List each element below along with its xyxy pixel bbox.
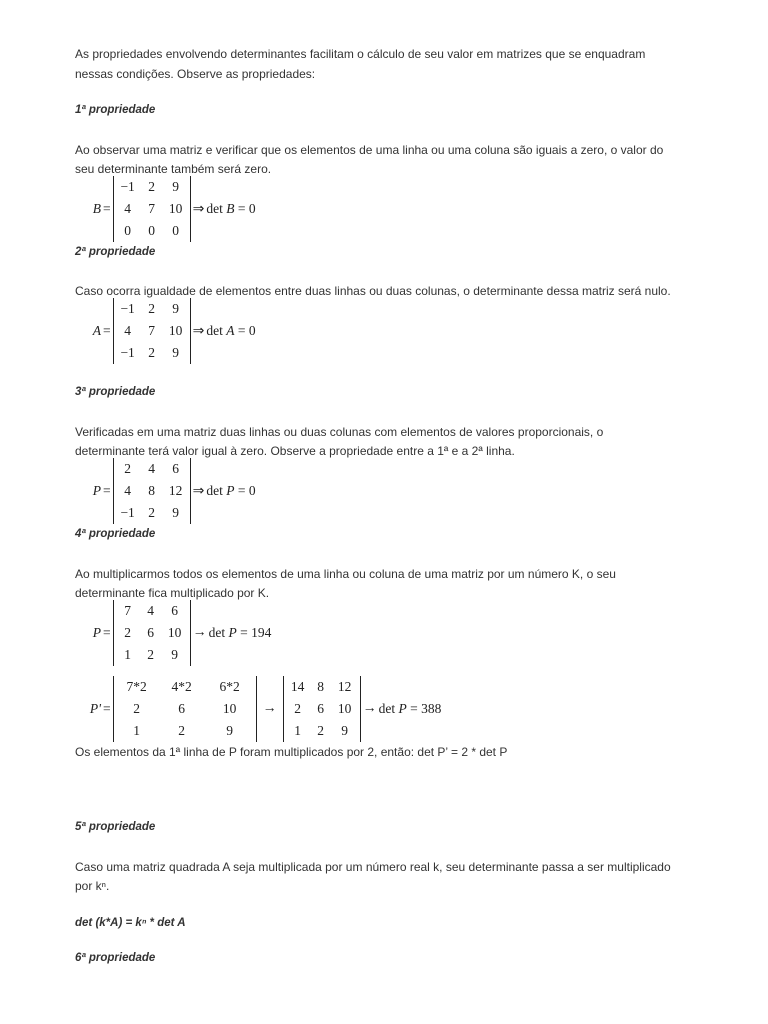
determinant-result: det B = 0 <box>206 201 256 216</box>
matrix-b-equation <box>75 176 256 242</box>
matrix-cell: 4 <box>124 483 131 498</box>
property-3-heading: 3ª propriedade <box>75 386 156 398</box>
matrix-name: B <box>92 201 101 216</box>
matrix-b-grid <box>113 176 191 242</box>
determinant-result: det A = 0 <box>206 323 256 338</box>
property-5-line-1: Caso uma matriz quadrada A seja multiplicada por um número real k, seu determinante passa a ser multiplicado <box>75 860 671 874</box>
matrix-cell: 2 <box>124 461 131 476</box>
matrix-cell: 10 <box>168 323 183 338</box>
equals-sign: = <box>103 323 111 338</box>
matrix-p-prime-grid <box>113 676 257 742</box>
determinant-result: det P = 194 <box>208 625 272 640</box>
determinant-result: det P = 388 <box>378 701 442 716</box>
property-1-line-1: Ao observar uma matriz e verificar que os elementos de uma linha ou uma coluna são iguais a zero, o valor do <box>75 143 664 157</box>
matrix-name: P' <box>89 701 101 716</box>
matrix-cell: 6 <box>317 701 324 716</box>
implies-arrow: ⇒ <box>192 323 205 339</box>
property-6-heading: 6ª propriedade <box>75 952 156 964</box>
determinant-result: det P = 0 <box>206 483 256 498</box>
matrix-cell: 4 <box>148 461 155 476</box>
right-arrow: → <box>262 701 277 716</box>
matrix-cell: 9 <box>172 179 179 194</box>
matrix-cell: 1 <box>133 723 140 738</box>
matrix-cell: −1 <box>120 179 135 194</box>
matrix-cell: −1 <box>120 301 135 316</box>
property-1-line-2: seu determinante também será zero. <box>75 162 272 176</box>
matrix-cell: 9 <box>172 505 179 520</box>
matrix-p-equation <box>75 458 256 524</box>
matrix-cell: −1 <box>120 345 135 360</box>
equals-sign: = <box>103 201 111 216</box>
matrix-cell: 7 <box>124 603 131 618</box>
matrix-cell: 2 <box>148 505 155 520</box>
matrix-a-equation <box>75 298 256 364</box>
matrix-cell: 0 <box>148 223 155 238</box>
matrix-p-194-equation <box>75 600 271 666</box>
matrix-p-194-grid <box>113 600 191 666</box>
matrix-cell: 12 <box>168 483 183 498</box>
right-arrow: → <box>362 701 377 716</box>
matrix-cell: 0 <box>172 223 179 238</box>
implies-arrow: ⇒ <box>192 201 205 217</box>
matrix-cell: 7 <box>148 323 155 338</box>
equals-sign: = <box>103 701 111 716</box>
matrix-cell: 6*2 <box>219 679 240 694</box>
matrix-cell: −1 <box>120 505 135 520</box>
matrix-cell: 2 <box>124 625 131 640</box>
matrix-cell: 7 <box>148 201 155 216</box>
matrix-cell: 2 <box>148 179 155 194</box>
property-5-line-2: por kⁿ. <box>75 879 110 893</box>
property-5-heading: 5ª propriedade <box>75 821 156 833</box>
matrix-cell: 1 <box>124 647 131 662</box>
matrix-p-prime-result-grid <box>283 676 361 742</box>
matrix-cell: 2 <box>178 723 185 738</box>
matrix-cell: 10 <box>167 625 182 640</box>
matrix-a-grid <box>113 298 191 364</box>
matrix-cell: 2 <box>133 701 140 716</box>
matrix-cell: 4 <box>124 201 131 216</box>
property-2-heading: 2ª propriedade <box>75 246 156 258</box>
matrix-cell: 6 <box>147 625 154 640</box>
equals-sign: = <box>103 483 111 498</box>
matrix-cell: 10 <box>168 201 183 216</box>
property-4-line-1: Ao multiplicarmos todos os elementos de uma linha ou coluna de uma matriz por um número K, o seu <box>75 567 616 581</box>
matrix-cell: 4 <box>124 323 131 338</box>
property-2-line-1: Caso ocorra igualdade de elementos entre duas linhas ou duas colunas, o determinante dessa matriz será nulo. <box>75 284 671 298</box>
matrix-cell: 10 <box>337 701 352 716</box>
matrix-cell: 2 <box>294 701 301 716</box>
property-3-line-1: Verificadas em uma matriz duas linhas ou duas colunas com elementos de valores proporcionais, o <box>75 425 604 439</box>
matrix-cell: 12 <box>337 679 352 694</box>
matrix-name: P <box>92 483 101 498</box>
matrix-cell: 2 <box>317 723 324 738</box>
matrix-name: A <box>92 323 101 338</box>
matrix-cell: 2 <box>148 301 155 316</box>
matrix-cell: 8 <box>148 483 155 498</box>
matrix-cell: 7*2 <box>126 679 147 694</box>
matrix-cell: 14 <box>290 679 305 694</box>
matrix-cell: 9 <box>172 301 179 316</box>
property-5-formula: det (k*A) = kⁿ * det A <box>75 917 186 929</box>
matrix-cell: 4*2 <box>171 679 192 694</box>
intro-line-2: nessas condições. Observe as propriedades: <box>75 67 316 81</box>
matrix-p-prime-equation <box>75 676 441 742</box>
implies-arrow: ⇒ <box>192 483 205 499</box>
matrix-cell: 4 <box>147 603 154 618</box>
matrix-name: P <box>92 625 101 640</box>
property-3-line-2: determinante terá valor igual à zero. Observe a propriedade entre a 1ª e a 2ª linha. <box>75 444 515 458</box>
matrix-cell: 9 <box>171 647 178 662</box>
matrix-cell: 6 <box>171 603 178 618</box>
matrix-cell: 6 <box>178 701 185 716</box>
property-4-conclusion: Os elementos da 1ª linha de P foram multiplicados por 2, então: det P’ = 2 * det P <box>75 745 508 759</box>
matrix-cell: 9 <box>172 345 179 360</box>
matrix-cell: 8 <box>317 679 324 694</box>
matrix-cell: 2 <box>147 647 154 662</box>
property-1-heading: 1ª propriedade <box>75 104 156 116</box>
intro-line-1: As propriedades envolvendo determinantes facilitam o cálculo de seu valor em matrizes que se enquadram <box>75 47 646 61</box>
matrix-cell: 0 <box>124 223 131 238</box>
right-arrow: → <box>192 625 207 640</box>
matrix-p-grid <box>113 458 191 524</box>
matrix-cell: 9 <box>226 723 233 738</box>
matrix-cell: 9 <box>341 723 348 738</box>
matrix-cell: 6 <box>172 461 179 476</box>
matrix-cell: 1 <box>294 723 301 738</box>
property-4-heading: 4ª propriedade <box>75 528 156 540</box>
equals-sign: = <box>103 625 111 640</box>
matrix-cell: 10 <box>222 701 237 716</box>
matrix-cell: 2 <box>148 345 155 360</box>
property-4-line-2: determinante fica multiplicado por K. <box>75 586 270 600</box>
